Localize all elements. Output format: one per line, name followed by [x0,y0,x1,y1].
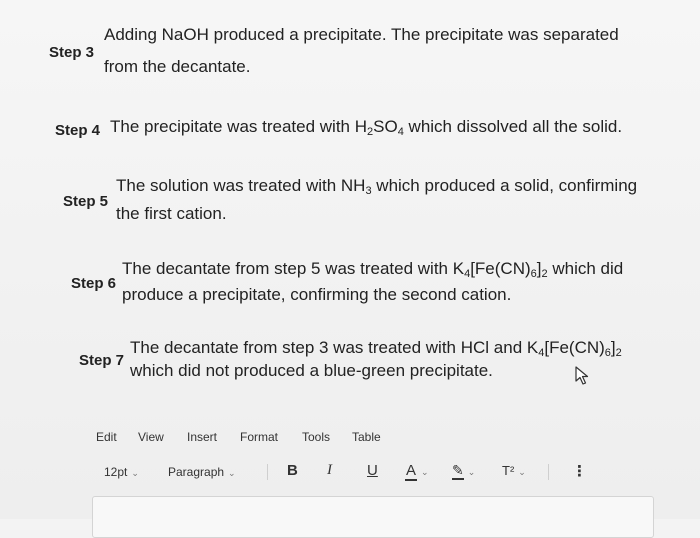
toolbar-divider [548,464,549,480]
menu-view[interactable]: View [138,430,164,444]
font-size-value: 12pt [104,465,128,479]
step-6-line-1: The decantate from step 5 was treated with $K_4[Fe(CN)_6]_2$ which did [122,259,624,280]
superscript-button[interactable] [502,463,526,478]
step-4-line-1: The precipitate was treated with $H_2SO_4$ which dissolved all the solid. [110,117,623,138]
step-5-label: Step 5 [63,193,109,210]
step-3-line-1: Adding NaOH produced a precipitate. The precipitate was separated [104,25,619,44]
mouse-pointer-icon [574,366,590,386]
step-6-label: Step 6 [71,275,117,292]
chevron-down-icon: ⌄ [518,467,526,477]
more-options-icon[interactable]: ⋮ [572,463,587,480]
bold-button[interactable]: B [287,462,298,479]
step-5-line-1: The solution was treated with $NH_3$ which produced a solid, confirming [116,176,638,197]
block-format-value: Paragraph [168,465,225,479]
chevron-down-icon: ⌄ [131,468,139,478]
step-7-line-1: The decantate from step 3 was treated with HCl and $K_4[Fe(CN)_6]_2$ [130,338,622,359]
step-3-label: Step 3 [49,44,95,61]
chevron-down-icon: ⌄ [228,468,236,478]
highlight-button[interactable] [452,462,475,479]
menu-table[interactable]: Table [352,430,381,444]
step-4-label: Step 4 [55,122,101,139]
underline-button[interactable]: U [367,462,378,479]
text-color-button[interactable] [405,462,429,479]
step-6-line-2: produce a precipitate, confirming the second cation. [122,285,512,304]
step-5-line-2: the first cation. [116,204,227,223]
text-color-icon: A [406,462,417,479]
editor-toolbar [0,460,700,486]
menu-edit[interactable]: Edit [96,430,117,444]
chevron-down-icon: ⌄ [467,467,476,477]
menu-format[interactable]: Format [240,430,279,444]
block-format-select[interactable] [168,465,236,479]
answer-text-area[interactable] [92,496,654,538]
menu-tools[interactable]: Tools [302,430,331,444]
highlight-icon: ✎ [452,462,464,478]
chevron-down-icon: ⌄ [421,467,429,477]
step-7-label: Step 7 [79,352,125,369]
superscript-icon: T² [502,463,515,478]
step-7-line-2: which did not produced a blue-green precipitate. [130,361,493,380]
toolbar-divider [267,464,268,480]
step-3-line-2: from the decantate. [104,57,251,76]
menu-insert[interactable]: Insert [187,430,218,444]
italic-button[interactable]: I [327,462,332,478]
font-size-select[interactable] [104,465,139,479]
